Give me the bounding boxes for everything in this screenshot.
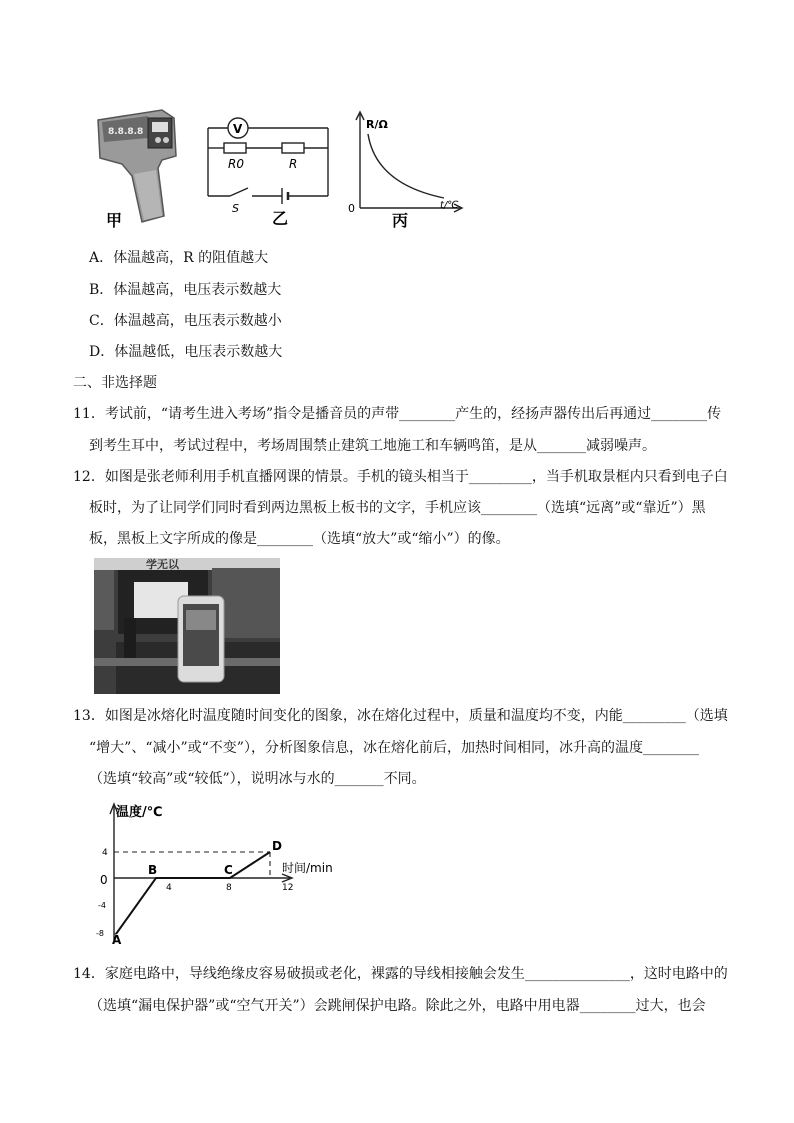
q12-classroom-photo — [94, 558, 280, 694]
q13-y-origin: 0 — [100, 873, 108, 887]
option-d: D．体温越低，电压表示数越大 — [89, 344, 283, 360]
q13-x-tick-4: 4 — [166, 883, 172, 893]
photo-banner-text: 学无以 — [146, 558, 179, 571]
q13-line-3: （选填“较高”或“较低”），说明冰与水的_______不同。 — [89, 771, 426, 787]
temperature-curve — [116, 852, 270, 934]
circuit-diagram — [208, 118, 328, 204]
option-c: C．体温越高，电压表示数越小 — [89, 313, 282, 329]
q13-line-2: “增大”、“减小”或“不变”），分析图象信息，冰在熔化前后，加热时间相同，冰升高的温度________ — [89, 740, 699, 756]
section-title: 二、非选择题 — [73, 375, 157, 391]
voltmeter-symbol: V — [233, 122, 243, 136]
melting-graph-svg — [94, 798, 352, 946]
q13-x-tick-12: 12 — [282, 883, 294, 893]
q13-x-tick-8: 8 — [226, 883, 232, 893]
label-r: R — [289, 157, 298, 171]
graph-axes — [110, 804, 292, 940]
label-jia: 甲 — [106, 211, 123, 230]
graph-ylabel: R/Ω — [366, 118, 388, 131]
label-r0: R0 — [228, 157, 244, 171]
q13-y-tick-4: 4 — [102, 848, 108, 858]
q11-line-2: 到考生耳中，考试过程中，考场周围禁止建筑工地施工和车辆鸣笛，是从_______减弱噪声。 — [89, 438, 656, 454]
q11-line-1: 11．考试前，“请考生进入考场”指令是播音员的声带________产生的，经扬声器传出后再通过________传 — [73, 406, 722, 422]
q13-point-a: A — [112, 933, 122, 946]
q13-y-tick-neg4: -4 — [98, 901, 106, 910]
q14-line-2: （选填“漏电保护器”或“空气开关”）会跳闸保护电路。除此之外，电路中用电器________过大，也会 — [89, 998, 706, 1014]
q13-ice-melting-graph — [94, 798, 352, 946]
q13-xlabel: 时间/min — [282, 861, 333, 875]
q12-line-1: 12．如图是张老师利用手机直播网课的情景。手机的镜头相当于_________，当手机取景框内只看到电子白 — [73, 469, 728, 485]
label-switch: S — [232, 202, 239, 215]
q13-point-c: C — [224, 863, 233, 877]
q13-point-d: D — [272, 839, 282, 853]
label-bing: 丙 — [392, 211, 409, 230]
q13-y-tick-neg8: -8 — [96, 929, 104, 938]
graph-guide-lines — [114, 852, 270, 934]
q14-line-1: 14．家庭电路中，导线绝缘皮容易破损或老化，裸露的导线相接触会发生_______________，这时电路中的 — [73, 966, 728, 982]
photo-svg — [94, 558, 280, 694]
option-b: B．体温越高，电压表示数越大 — [89, 282, 282, 298]
graph-xlabel: t/℃ — [440, 200, 459, 211]
q12-line-2: 板时，为了让同学们同时看到两边黑板上板书的文字，手机应该________（选填“远离”或“靠近”）黑 — [89, 500, 706, 516]
graph-origin: 0 — [348, 202, 355, 215]
q12-line-3: 板，黑板上文字所成的像是________（选填“放大”或“缩小”）的像。 — [89, 531, 510, 547]
svg-text:8.8.8.8: 8.8.8.8 — [108, 127, 144, 137]
thermometer-gun-image — [98, 110, 176, 222]
figure-thermometer-circuit-graph — [92, 98, 480, 232]
q13-point-b: B — [148, 863, 158, 877]
option-a: A．体温越高，R 的阻值越大 — [89, 250, 269, 266]
figure-svg — [92, 98, 480, 232]
q13-ylabel: 温度/℃ — [116, 805, 163, 820]
q13-line-1: 13．如图是冰熔化时温度随时间变化的图象，冰在熔化过程中，质量和温度均不变，内能_________（选填 — [73, 708, 728, 724]
label-yi: 乙 — [272, 209, 289, 228]
